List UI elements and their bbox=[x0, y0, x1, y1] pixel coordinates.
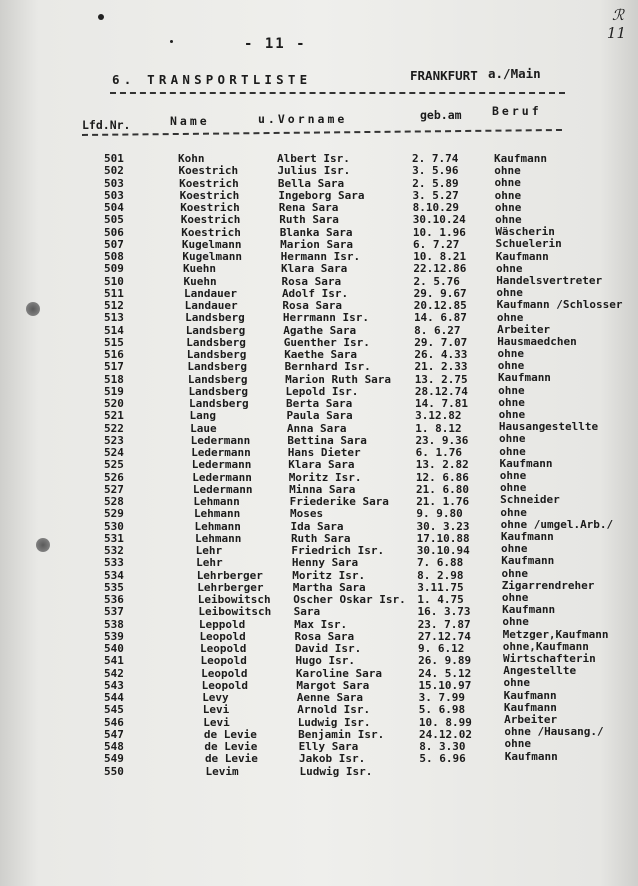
cell-name: Ledermann bbox=[191, 458, 252, 472]
cell-vorname: Berta Sara bbox=[286, 397, 353, 410]
cell-beruf: ohne bbox=[499, 432, 526, 446]
cell-vorname: Hugo Isr. bbox=[295, 654, 356, 668]
cell-nr: 507 bbox=[104, 237, 124, 251]
cell-vorname: Herrmann Isr. bbox=[282, 311, 369, 325]
cell-name: Lehmann bbox=[193, 507, 241, 521]
cell-geb: 28.12.74 bbox=[414, 384, 468, 398]
cell-vorname: Ruth Sara bbox=[279, 213, 339, 227]
cell-beruf: ohne bbox=[499, 444, 526, 458]
cell-vorname: Rena Sara bbox=[278, 201, 339, 214]
cell-name: Kugelmann bbox=[181, 237, 242, 251]
cell-vorname: Agathe Sara bbox=[283, 323, 357, 337]
cell-geb: 8.10.29 bbox=[412, 201, 459, 214]
cell-vorname: Bella Sara bbox=[277, 176, 345, 190]
cell-beruf: ohne /umgel.Arb./ bbox=[500, 517, 614, 531]
cell-geb: 14. 7.81 bbox=[415, 397, 468, 410]
cell-name: Ledermann bbox=[191, 446, 251, 459]
cell-vorname: Sara bbox=[293, 605, 321, 619]
cell-beruf: Kaufmann bbox=[497, 371, 551, 385]
cell-nr: 501 bbox=[104, 152, 124, 165]
cell-name: Landsberg bbox=[187, 360, 247, 374]
cell-vorname: Ida Sara bbox=[290, 519, 344, 533]
cell-vorname: Karoline Sara bbox=[295, 666, 382, 680]
cell-geb: 30.10.24 bbox=[412, 213, 466, 227]
page-number: - 11 - bbox=[244, 36, 307, 52]
cell-name: Levi bbox=[202, 703, 230, 717]
cell-nr: 538 bbox=[104, 617, 124, 631]
cell-vorname: Blanka Sara bbox=[279, 225, 353, 239]
cell-name: Leppold bbox=[198, 617, 246, 631]
cell-geb: 30.10.94 bbox=[416, 544, 470, 557]
cell-beruf: ohne bbox=[498, 383, 525, 397]
cell-name: Kuehn bbox=[182, 262, 217, 276]
cell-beruf: Kaufmann bbox=[503, 688, 557, 702]
cell-beruf: Kaufmann bbox=[500, 530, 554, 543]
cell-vorname: Minna Sara bbox=[289, 482, 356, 496]
cell-vorname: Julius Isr. bbox=[277, 164, 351, 178]
cell-geb: 5. 6.96 bbox=[419, 752, 466, 766]
cell-vorname: Friederike Sara bbox=[289, 495, 389, 508]
cell-nr: 523 bbox=[104, 433, 124, 447]
cell-geb: 2. 7.74 bbox=[412, 152, 459, 165]
cell-nr: 536 bbox=[104, 593, 124, 606]
cell-nr: 527 bbox=[104, 482, 124, 496]
cell-nr: 524 bbox=[104, 446, 124, 459]
cell-vorname: Rosa Sara bbox=[281, 274, 342, 288]
cell-nr: 544 bbox=[104, 691, 124, 704]
cell-nr: 520 bbox=[104, 397, 124, 410]
cell-vorname: Bernhard Isr. bbox=[284, 360, 371, 374]
cell-beruf: ohne bbox=[504, 737, 532, 751]
cell-geb: 9. 6.12 bbox=[418, 642, 465, 655]
cell-beruf: ohne bbox=[497, 347, 525, 361]
cell-vorname: Aenne Sara bbox=[296, 691, 364, 704]
cell-nr: 543 bbox=[104, 678, 124, 692]
cell-beruf: Angestellte bbox=[503, 664, 577, 678]
cell-beruf: ohne bbox=[498, 408, 526, 422]
cell-vorname: Ludwig Isr. bbox=[297, 715, 371, 729]
cell-vorname: Hans Dieter bbox=[287, 446, 361, 459]
cell-vorname: Max Isr. bbox=[294, 617, 348, 631]
column-header-nr: Lfd.Nr. bbox=[82, 118, 131, 132]
cell-name: Koestrich bbox=[179, 188, 240, 202]
cell-geb: 13. 2.82 bbox=[415, 458, 469, 472]
cell-nr: 533 bbox=[104, 556, 124, 570]
cell-nr: 542 bbox=[104, 666, 124, 680]
cell-nr: 547 bbox=[104, 727, 124, 741]
cell-beruf: ohne bbox=[495, 212, 522, 226]
cell-beruf: Kaufmann bbox=[501, 554, 555, 568]
cell-vorname: Klara Sara bbox=[281, 262, 348, 276]
cell-name: Landsberg bbox=[187, 372, 248, 386]
cell-beruf: Kaufmann /Schlosser bbox=[496, 298, 623, 312]
cell-name: Levi bbox=[203, 715, 230, 729]
cell-name: Kohn bbox=[178, 152, 205, 165]
column-header-geb: geb.am bbox=[420, 108, 462, 122]
cell-geb: 30. 3.23 bbox=[416, 519, 470, 533]
cell-beruf: Arbeiter bbox=[497, 322, 551, 336]
cell-name: Lehmann bbox=[193, 495, 240, 508]
cell-beruf: ohne bbox=[496, 286, 523, 300]
cell-geb: 5. 6.98 bbox=[418, 703, 466, 717]
cell-nr: 525 bbox=[104, 458, 124, 472]
cell-nr: 549 bbox=[104, 752, 124, 766]
cell-vorname: David Isr. bbox=[295, 642, 362, 655]
cell-name: Lehr bbox=[195, 544, 223, 557]
cell-name: Landsberg bbox=[185, 323, 246, 337]
cell-geb: 3. 5.96 bbox=[412, 164, 459, 178]
cell-geb: 1. 4.75 bbox=[417, 593, 464, 606]
cell-geb: 10. 8.21 bbox=[413, 250, 467, 263]
cell-geb: 10. 1.96 bbox=[412, 225, 466, 239]
cell-beruf: ohne bbox=[498, 395, 525, 409]
cell-geb: 13. 2.75 bbox=[414, 372, 468, 386]
cell-beruf: ohne bbox=[503, 676, 530, 690]
cell-beruf: Hausangestellte bbox=[498, 420, 599, 434]
cell-nr: 521 bbox=[104, 409, 124, 423]
cell-vorname: Klara Sara bbox=[288, 458, 355, 472]
cell-nr: 528 bbox=[104, 495, 124, 508]
cell-name: Ledermann bbox=[192, 470, 252, 484]
cell-name: Landsberg bbox=[188, 384, 249, 398]
cell-geb: 9. 9.80 bbox=[416, 507, 463, 521]
cell-geb: 17.10.88 bbox=[416, 531, 470, 545]
cell-name: Koestrich bbox=[180, 213, 241, 227]
cell-vorname: Ruth Sara bbox=[290, 531, 351, 545]
cell-beruf: Wäscherin bbox=[495, 225, 555, 239]
cell-nr: 505 bbox=[104, 213, 124, 227]
cell-name: de Levie bbox=[204, 740, 258, 753]
cell-nr: 503 bbox=[104, 188, 124, 202]
cell-name: Landauer bbox=[184, 299, 238, 312]
cell-vorname: Moritz Isr. bbox=[292, 568, 366, 582]
cell-vorname: Arnold Isr. bbox=[297, 703, 371, 717]
cell-geb: 15.10.97 bbox=[418, 678, 472, 692]
cell-vorname: Moses bbox=[290, 507, 324, 521]
cell-geb: 23. 7.87 bbox=[417, 617, 471, 631]
cell-geb: 2. 5.89 bbox=[412, 176, 459, 190]
cell-vorname: Bettina Sara bbox=[287, 433, 367, 447]
cell-name: Lehrberger bbox=[196, 568, 263, 582]
cell-nr: 531 bbox=[104, 531, 124, 545]
cell-geb: 3.12.82 bbox=[415, 409, 462, 423]
cell-name: Koestrich bbox=[178, 164, 239, 178]
cell-beruf: Schneider bbox=[500, 493, 560, 507]
cell-beruf: Kaufmann bbox=[499, 456, 553, 470]
cell-geb: 6. 7.27 bbox=[413, 237, 460, 251]
cell-name: Leopold bbox=[200, 654, 247, 668]
cell-geb: 21. 2.33 bbox=[414, 360, 468, 374]
cell-geb: 21. 6.80 bbox=[416, 482, 470, 496]
cell-beruf: ohne bbox=[494, 188, 522, 202]
cell-geb: 8. 3.30 bbox=[419, 740, 466, 753]
cell-beruf: ohne bbox=[501, 542, 528, 556]
cell-geb: 14. 6.87 bbox=[413, 311, 467, 325]
cell-beruf: Wirtschafterin bbox=[503, 651, 596, 665]
cell-beruf: Handelsvertreter bbox=[496, 273, 603, 287]
cell-name: Lang bbox=[189, 409, 217, 423]
cell-vorname: Ludwig Isr. bbox=[299, 764, 373, 778]
cell-nr: 540 bbox=[104, 642, 124, 655]
cell-name: Levim bbox=[205, 764, 239, 778]
cell-vorname: Albert Isr. bbox=[277, 152, 350, 165]
cell-name: Leopold bbox=[201, 678, 248, 692]
cell-geb: 29. 9.67 bbox=[413, 286, 467, 300]
column-header-name: Name bbox=[170, 114, 210, 128]
cell-name: Lehmann bbox=[195, 531, 242, 545]
cell-beruf: Zigarrendreher bbox=[501, 578, 595, 592]
cell-name: Ledermann bbox=[190, 433, 251, 447]
cell-beruf: ohne bbox=[500, 505, 527, 519]
cell-name: Lehmann bbox=[194, 519, 241, 533]
cell-geb: 8. 2.98 bbox=[417, 568, 464, 582]
cell-geb: 6. 1.76 bbox=[415, 446, 462, 459]
cell-geb: 7. 6.88 bbox=[416, 556, 464, 570]
cell-name: Landsberg bbox=[189, 397, 249, 410]
cell-name: Koestrich bbox=[181, 225, 241, 239]
cell-beruf: ohne /Hausang./ bbox=[504, 725, 604, 739]
cell-nr: 534 bbox=[104, 568, 124, 582]
cell-nr: 537 bbox=[104, 605, 124, 619]
list-title: 6. TRANSPORTLISTE bbox=[112, 72, 312, 87]
cell-nr: 529 bbox=[104, 507, 124, 521]
cell-name: Lehrberger bbox=[197, 580, 264, 594]
cell-name: Landsberg bbox=[186, 348, 247, 361]
cell-vorname: Oscher Oskar Isr. bbox=[293, 593, 406, 606]
cell-nr: 519 bbox=[104, 384, 124, 398]
cell-geb: 12. 6.86 bbox=[415, 470, 469, 484]
cell-nr: 526 bbox=[104, 470, 124, 484]
cell-vorname: Marion Sara bbox=[280, 237, 353, 251]
cell-beruf: Schuelerin bbox=[495, 237, 562, 251]
cell-geb: 2. 5.76 bbox=[413, 274, 460, 288]
cell-beruf: ohne,Kaufmann bbox=[502, 639, 589, 653]
cell-vorname: Jakob Isr. bbox=[299, 752, 366, 766]
cell-vorname: Anna Sara bbox=[286, 421, 347, 435]
cell-vorname: Margot Sara bbox=[296, 678, 370, 692]
cell-name: Leopold bbox=[200, 642, 247, 655]
cell-geb: 3. 5.27 bbox=[412, 188, 459, 202]
cell-name: Landsberg bbox=[186, 335, 246, 349]
cell-name: Landsberg bbox=[185, 311, 245, 325]
cell-beruf: Kaufmann bbox=[504, 749, 558, 763]
cell-nr: 517 bbox=[104, 360, 124, 374]
cell-nr: 509 bbox=[104, 262, 124, 276]
cell-vorname: Marion Ruth Sara bbox=[285, 372, 392, 386]
cell-beruf: ohne bbox=[497, 359, 525, 373]
cell-geb: 24.12.02 bbox=[419, 727, 473, 741]
cell-beruf: Kaufmann bbox=[494, 152, 547, 165]
cell-beruf: ohne bbox=[499, 469, 527, 483]
cell-vorname: Friedrich Isr. bbox=[291, 544, 385, 557]
cell-vorname: Henny Sara bbox=[291, 556, 359, 570]
cell-geb: 26. 9.89 bbox=[418, 654, 472, 668]
handwritten-mark: ℛ bbox=[612, 6, 624, 24]
cell-vorname: Elly Sara bbox=[298, 740, 359, 753]
cell-vorname: Moritz Isr. bbox=[288, 470, 362, 484]
cell-name: de Levie bbox=[203, 727, 257, 741]
cell-beruf: ohne bbox=[496, 310, 524, 324]
cell-name: Ledermann bbox=[192, 482, 253, 496]
cell-nr: 535 bbox=[104, 580, 124, 594]
cell-beruf: Hausmaedchen bbox=[497, 334, 577, 348]
cell-beruf: Kaufmann bbox=[502, 603, 556, 617]
cell-nr: 545 bbox=[104, 703, 124, 717]
cell-nr: 516 bbox=[104, 348, 124, 361]
cell-name: Lehr bbox=[196, 556, 223, 570]
cell-nr: 539 bbox=[104, 629, 124, 643]
cell-vorname: Rosa Sara bbox=[294, 629, 355, 643]
cell-geb: 27.12.74 bbox=[417, 629, 471, 643]
cell-geb: 16. 3.73 bbox=[417, 605, 471, 619]
city-suffix: a./Main bbox=[488, 66, 541, 81]
cell-nr: 506 bbox=[104, 225, 124, 239]
cell-geb: 20.12.85 bbox=[413, 299, 467, 312]
cell-beruf: ohne bbox=[494, 200, 522, 214]
cell-geb: 10. 8.99 bbox=[418, 715, 472, 729]
cell-nr: 513 bbox=[104, 311, 124, 325]
cell-vorname: Benjamin Isr. bbox=[298, 727, 385, 741]
cell-nr: 508 bbox=[104, 250, 124, 263]
cell-name: Koestrich bbox=[179, 176, 239, 190]
cell-geb: 23. 9.36 bbox=[415, 433, 469, 447]
cell-name: Levy bbox=[202, 691, 229, 704]
cell-nr: 518 bbox=[104, 372, 124, 386]
cell-name: Leopold bbox=[199, 629, 246, 643]
cell-name: Leibowitsch bbox=[197, 593, 271, 606]
cell-nr: 503 bbox=[104, 176, 124, 190]
column-header-vorname: u.Vorname bbox=[258, 112, 348, 126]
cell-beruf: ohne bbox=[502, 615, 529, 629]
cell-nr: 548 bbox=[104, 740, 124, 753]
cell-nr: 515 bbox=[104, 335, 124, 349]
cell-geb: 22.12.86 bbox=[413, 262, 467, 276]
cell-name: Laue bbox=[190, 421, 217, 435]
cell-beruf: Metzger,Kaufmann bbox=[502, 627, 609, 641]
cell-geb: 8. 6.27 bbox=[414, 323, 461, 337]
cell-beruf: Kaufmann bbox=[503, 700, 557, 714]
cell-beruf: ohne bbox=[494, 176, 521, 190]
cell-name: Kuehn bbox=[183, 274, 217, 288]
cell-geb: 24. 5.12 bbox=[418, 666, 472, 680]
cell-vorname: Hermann Isr. bbox=[280, 250, 361, 263]
cell-vorname: Adolf Isr. bbox=[281, 286, 349, 300]
cell-beruf: Kaufmann bbox=[495, 249, 549, 263]
cell-nr: 541 bbox=[104, 654, 124, 668]
cell-name: Koestrich bbox=[180, 201, 240, 214]
cell-geb: 21. 1.76 bbox=[416, 495, 470, 508]
cell-nr: 530 bbox=[104, 519, 124, 533]
cell-vorname: Martha Sara bbox=[292, 580, 366, 594]
cell-beruf: ohne bbox=[501, 566, 528, 580]
cell-beruf: ohne bbox=[501, 590, 529, 604]
cell-vorname: Kaethe Sara bbox=[284, 348, 358, 361]
cell-nr: 510 bbox=[104, 274, 124, 288]
cell-beruf: Arbeiter bbox=[504, 712, 558, 726]
cell-nr: 546 bbox=[104, 715, 124, 729]
cell-name: Leibowitsch bbox=[198, 605, 272, 619]
cell-nr: 514 bbox=[104, 323, 124, 337]
cell-geb: 1. 8.12 bbox=[415, 421, 462, 435]
cell-vorname: Rosa Sara bbox=[282, 299, 342, 312]
cell-nr: 532 bbox=[104, 544, 124, 557]
cell-beruf: ohne bbox=[494, 164, 521, 178]
cell-vorname: Guenther Isr. bbox=[283, 335, 370, 349]
cell-nr: 511 bbox=[104, 286, 124, 300]
cell-vorname: Ingeborg Sara bbox=[278, 188, 365, 202]
cell-geb: 3.11.75 bbox=[417, 580, 464, 594]
cell-name: de Levie bbox=[204, 752, 258, 766]
cell-nr: 502 bbox=[104, 164, 124, 178]
cell-name: Landauer bbox=[184, 286, 238, 300]
cell-geb: 26. 4.33 bbox=[414, 348, 468, 361]
cell-vorname: Paula Sara bbox=[286, 409, 353, 423]
cell-name: Leopold bbox=[201, 666, 248, 680]
city-name: FRANKFURT bbox=[410, 68, 478, 83]
cell-beruf: ohne bbox=[495, 261, 523, 275]
cell-nr: 504 bbox=[104, 201, 124, 214]
cell-geb: 3. 7.99 bbox=[418, 691, 465, 704]
cell-beruf: ohne bbox=[499, 481, 527, 495]
cell-nr: 550 bbox=[104, 764, 124, 778]
cell-name: Kugelmann bbox=[182, 250, 242, 263]
cell-nr: 512 bbox=[104, 299, 124, 312]
column-header-beruf: Beruf bbox=[492, 104, 542, 118]
cell-vorname: Lepold Isr. bbox=[285, 384, 359, 398]
cell-geb: 29. 7.07 bbox=[414, 335, 468, 349]
cell-nr: 522 bbox=[104, 421, 124, 435]
handwritten-folio-number: 11 bbox=[606, 24, 626, 42]
